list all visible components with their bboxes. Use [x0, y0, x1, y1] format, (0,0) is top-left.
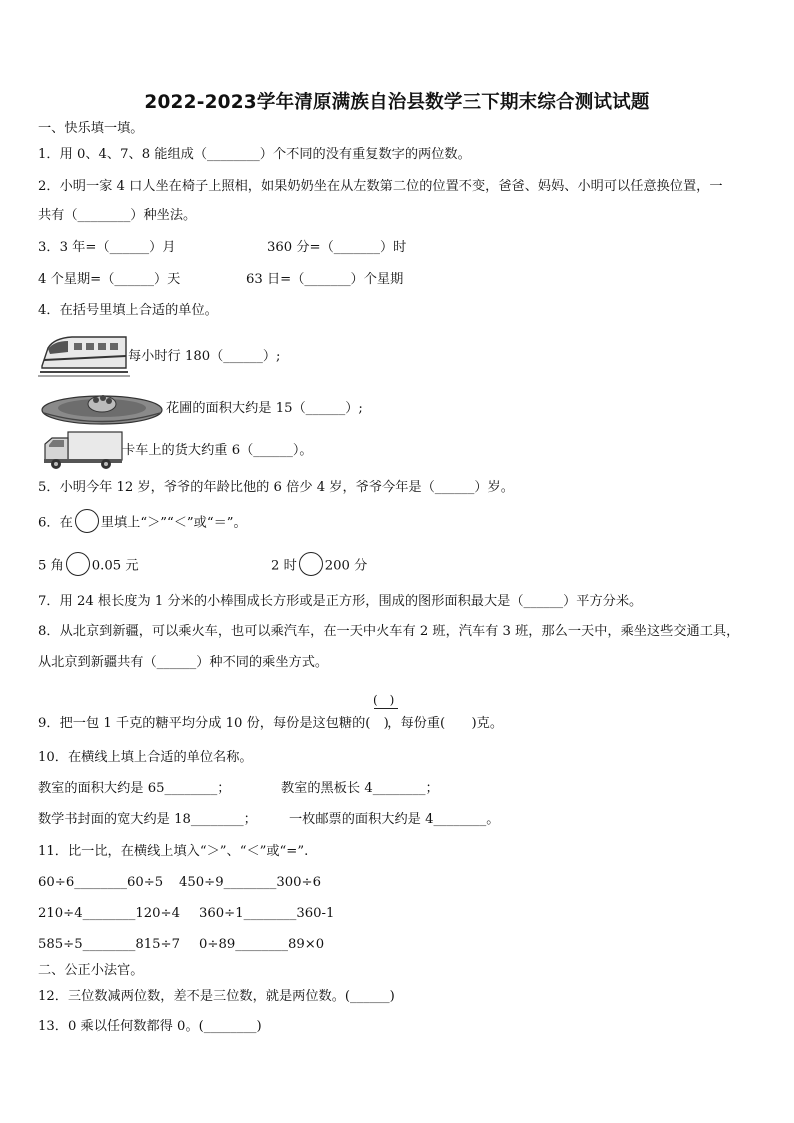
question-13: 13．0 乘以任何数都得 0。(________): [38, 1019, 262, 1034]
question-10: 10．在横线上填上合适的单位名称。: [38, 750, 253, 765]
question-6-suffix: 里填上“＞”“＜”或“＝”。: [100, 515, 247, 531]
question-3-years: 3．3 年=（______）月: [38, 240, 176, 255]
question-8-line-2: 从北京到新疆共有（______）种不同的乘坐方式。: [38, 655, 329, 670]
question-4-garden-text: 花圃的面积大约是 15（______）;: [166, 401, 363, 416]
question-4: 4．在括号里填上合适的单位。: [38, 303, 218, 318]
truck-image: [42, 430, 124, 470]
question-6-item-a: [38, 556, 139, 576]
compare-circle-icon: [66, 552, 90, 576]
question-6-item-b: [271, 556, 367, 576]
question-9: [38, 715, 503, 733]
question-6-b-right: 200 分: [324, 558, 368, 574]
question-11-row-3-a: 585÷5________815÷7: [38, 937, 180, 952]
question-11-row-1-b: 450÷9________300÷6: [179, 875, 321, 890]
question-4-truck-text: 卡车上的货大约重 6（______）。: [122, 443, 313, 458]
question-11: 11．比一比，在横线上填入“＞”、“＜”或“=”.: [38, 844, 309, 859]
question-1: 1．用 0、4、7、8 能组成（________）个不同的没有重复数字的两位数。: [38, 147, 471, 162]
fraction-bar: [374, 708, 398, 709]
question-10-blackboard: 教室的黑板长 4________；: [281, 781, 439, 796]
question-3-minutes: 360 分=（_______）时: [267, 240, 407, 255]
question-3-weeks: 4 个星期=（______）天: [38, 272, 181, 287]
question-11-row-1-a: 60÷6________60÷5: [38, 875, 164, 890]
question-4-train-text: 每小时行 180（______）;: [128, 349, 281, 364]
question-9-suffix: ，每份重( )克。: [387, 716, 504, 731]
question-6: [38, 513, 247, 533]
flower-garden-image: [40, 388, 164, 426]
question-9-prefix: 9．把一包 1 千克的糖平均分成 10 份，每份是这包糖的: [38, 716, 366, 731]
fraction-denominator: ( ): [365, 716, 389, 731]
page-title: 2022-2023学年清原满族自治县数学三下期末综合测试试题: [144, 92, 650, 113]
question-11-row-2-b: 360÷1________360-1: [199, 906, 335, 921]
question-6-b-left: 2 时: [271, 558, 297, 574]
question-10-classroom-area: 教室的面积大约是 65________；: [38, 781, 231, 796]
question-6-a-left: 5 角: [38, 558, 64, 574]
section-1-heading: 一、快乐填一填。: [38, 121, 144, 136]
question-2-line-1: 2．小明一家 4 口人坐在椅子上照相，如果奶奶坐在从左数第二位的位置不变，爸爸、妈妈、小明可以任意换位置，一: [38, 179, 723, 194]
compare-circle-icon: [75, 509, 99, 533]
section-2-heading: 二、公正小法官。: [38, 963, 144, 978]
question-10-book-width: 数学书封面的宽大约是 18________；: [38, 812, 257, 827]
question-11-row-3-b: 0÷89________89×0: [199, 937, 325, 952]
compare-circle-icon: [299, 552, 323, 576]
fraction-numerator: ( ): [373, 693, 395, 707]
question-2-line-2: 共有（________）种坐法。: [38, 208, 197, 223]
question-11-row-2-a: 210÷4________120÷4: [38, 906, 180, 921]
question-3-days: 63 日=（_______）个星期: [246, 272, 404, 287]
question-6-prefix: 6．在: [38, 515, 73, 531]
question-10-stamp-area: 一枚邮票的面积大约是 4________。: [289, 812, 500, 827]
question-8-line-1: 8．从北京到新疆，可以乘火车，也可以乘汽车，在一天中火车有 2 班，汽车有 3 班，那么一天中，乘坐这些交通工具，: [38, 624, 740, 639]
question-5: 5．小明今年 12 岁，爷爷的年龄比他的 6 倍少 4 岁，爷爷今年是（______）岁。: [38, 480, 514, 495]
question-7: 7．用 24 根长度为 1 分米的小棒围成长方形或是正方形，围成的图形面积最大是（______）平方分米。: [38, 594, 643, 609]
train-image: [38, 332, 130, 378]
question-12: 12．三位数减两位数，差不是三位数，就是两位数。(______): [38, 989, 395, 1004]
question-6-a-right: 0.05 元: [91, 558, 139, 574]
